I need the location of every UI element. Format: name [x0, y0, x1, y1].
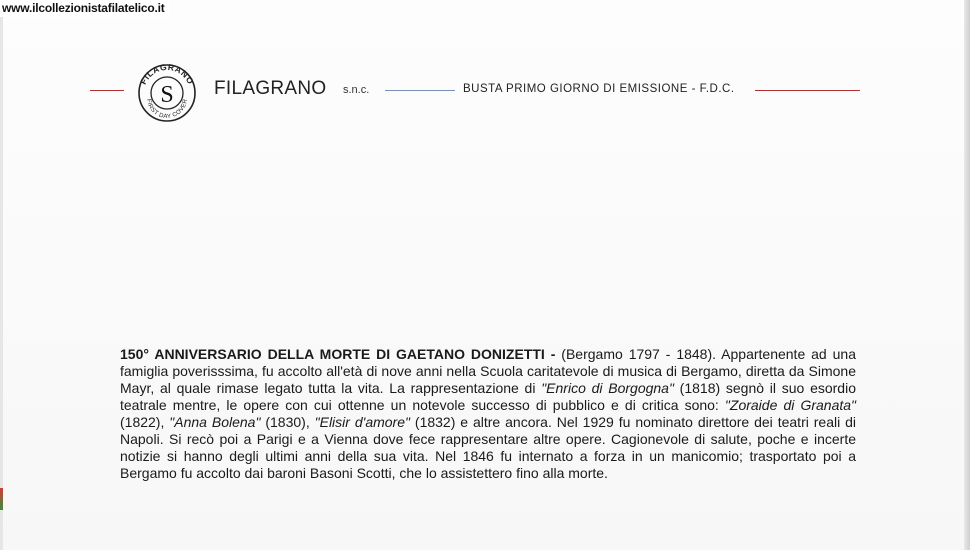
- text-segment: (1830),: [260, 414, 315, 430]
- text-segment: (1832) e altre ancora. Nel 1929 fu nominato direttore dei teatri reali di Napoli. Si recò poi a Parigi e a Vienna dove fece rappresentare altre opere. Cagionevole di salute, poche e incerte notizie si hanno degli ultimi anni della sua vita. Nel 1846 fu internato a forza in un manicomio; trasportato poi a Bergamo fu accolto dai baroni Basoni Scotti, che lo assistettero fino alla morte.: [120, 414, 857, 481]
- text-segment: (1818) segnò il suo esordio teatrale mentre, le opere con cui ottenne un notevole successo di pubblico e di critica sono:: [120, 380, 856, 413]
- left-edge: [0, 0, 3, 550]
- filagrano-logo: [134, 62, 200, 122]
- edge-color-mark: [0, 488, 3, 510]
- opera-title: "Enrico di Borgogna": [541, 380, 674, 396]
- cachet-header: [90, 62, 870, 122]
- brand-name: FILAGRANO: [214, 78, 327, 99]
- logo-letter: S: [160, 82, 174, 108]
- text-segment: (Bergamo 1797 - 1848). Appartenente ad una famiglia poverisssima, fu accolto all'età di nove anni nella Scuola caritatevole di musica di Bergamo, diretta da Simone Mayr, al quale rimase legato tutta la vita. La rappresentazione di: [120, 346, 856, 396]
- cover-tagline: BUSTA PRIMO GIORNO DI EMISSIONE - F.D.C.: [463, 83, 735, 95]
- right-edge: [964, 0, 970, 550]
- donizetti-description: [120, 346, 856, 482]
- logo-sub-text: FIRST DAY COVER: [144, 98, 190, 121]
- opera-title: "Anna Bolena": [169, 414, 261, 430]
- brand-suffix: s.n.c.: [343, 84, 370, 96]
- red-rule-left: [90, 90, 124, 91]
- blue-rule: [385, 90, 455, 91]
- logo-ring-text: FILAGRANO: [138, 62, 196, 87]
- opera-title: "Elisir d'amore": [314, 414, 410, 430]
- text-segment: (1822),: [120, 414, 170, 430]
- anniversary-heading: 150° ANNIVERSARIO DELLA MORTE DI GAETANO DONIZETTI -: [120, 346, 556, 362]
- site-watermark: www.ilcollezionistafilatelico.it: [0, 0, 169, 17]
- red-rule-right: [755, 90, 860, 91]
- opera-title: "Zoraide di Granata": [724, 397, 856, 413]
